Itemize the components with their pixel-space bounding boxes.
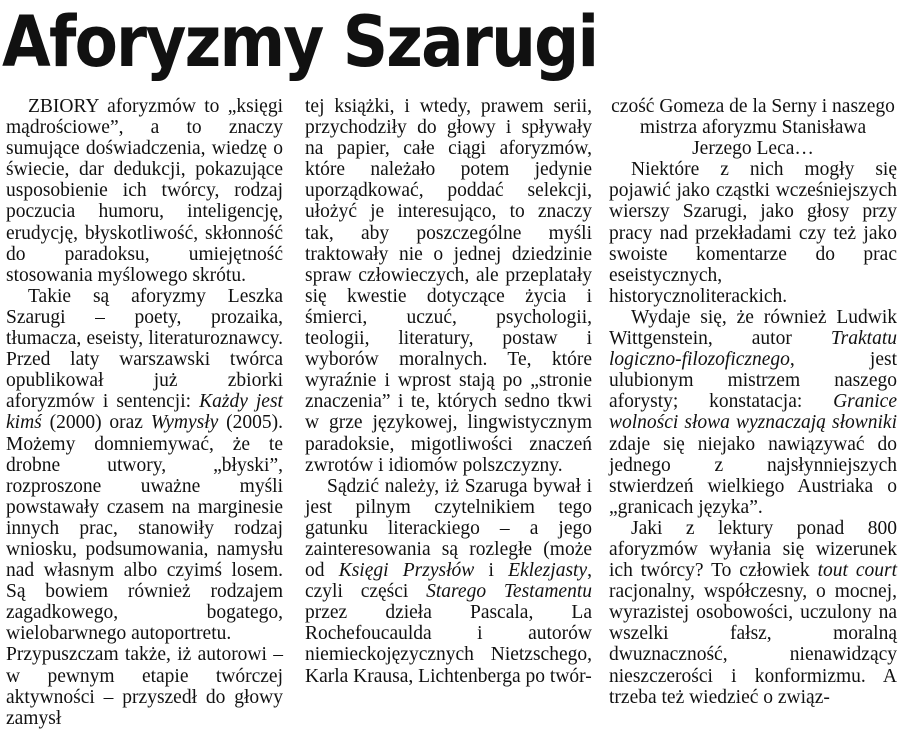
paragraph: Sądzić należy, iż Szaruga bywał i jest pilnym czytelnikiem tego gatunku literackiego – a jego zainteresowania są rozległe (może od Księgi Przysłów i Eklezjasty, czyli części Starego Testamentu przez dzieła Pascala, La Rochefoucaulda i autorów niemieckojęzycznych Nietzschego, Karla Krausa, Lichtenberga po twór- xyxy=(305,475,593,687)
article-column-2 xyxy=(305,96,593,687)
paragraph: Przypuszczam także, iż autorowi – w pewnym etapie twórczej aktywności – przyszedł do głowy zamysł xyxy=(6,644,283,729)
book-title: Każdy jest kimś xyxy=(6,391,283,434)
paragraph: Niektóre z nich mogły się pojawić jako cząstki wcześniejszych wierszy Szarugi, jako głosy przy pracy nad przekładami czy też jako swoiste komentarze do prac eseistycznych, historycznoliterackich. xyxy=(609,159,897,307)
paragraph: Takie są aforyzmy Leszka Szarugi – poety, prozaika, tłumacza, eseisty, literaturoznawcy. Przed laty warszawski twórca opublikował już zbiorki aforyzmów i sentencji: Każdy jest kimś (2000) oraz Wymysły (2005). Możemy domniemywać, że te drobne utwory, „błyski”, rozproszone uważne myśli powstawały czasem na marginesie innych prac, stanowiły rodzaj wniosku, podsumowania, namysłu nad własnym albo czyimś losem. Są bowiem również rodzajem zagadkowego, bogatego, wielobarwnego autoportretu. xyxy=(6,285,283,645)
headline: Aforyzmy Szarugi xyxy=(2,1,598,83)
quote: Granice wolności słowa wyznaczają słowniki xyxy=(609,391,897,434)
book-title: Starego Testamentu xyxy=(426,581,593,603)
book-title: Księgi Przysłów xyxy=(338,560,475,582)
book-title: Traktatu logiczno-filozoficznego xyxy=(609,328,897,371)
paragraph: czość Gomeza de la Serny i naszego mistrza aforyzmu Stanisława Jerzego Leca… xyxy=(611,96,895,160)
phrase: tout court xyxy=(817,560,897,582)
paragraph: Wydaje się, że również Ludwik Wittgenstein, autor Traktatu logiczno-filozoficznego, jest ulubionym mistrzem naszego aforysty; konstatacja: Granice wolności słowa wyznaczają słowniki zdaje się niejako nawiązywać do jednego z najsłynniejszych stwierdzeń wielkiego Austriaka o „granicach języka”. xyxy=(609,306,897,518)
book-title: Eklezjasty xyxy=(508,560,588,582)
book-title: Wymysły xyxy=(150,412,219,434)
paragraph: Jaki z lektury ponad 800 aforyzmów wyłania się wizerunek ich twórcy? To człowiek tout court racjonalny, współczesny, o mocnej, wyrazistej osobowości, uczulony na wszelki fałsz, moralną dwuznaczność, nienawidzący nieszczerości i konformizmu. A trzeba też wiedzieć o związ- xyxy=(609,517,897,708)
article-column-3 xyxy=(609,96,897,708)
article-column-1 xyxy=(6,96,283,729)
paragraph: ZBIORY aforyzmów to „księgi mądrościowe”, a to znaczy sumujące doświadczenia, wiedzę o świecie, dar dedukcji, pokazujące usposobienie ich twórcy, rodzaj poczucia humoru, inteligencję, erudycję, błyskotliwość, skłonność do paradoksu, umiejętność stosowania myślowego skrótu. xyxy=(6,96,283,286)
paragraph: tej książki, i wtedy, prawem serii, przychodziły do głowy i spływały na papier, całe ciągi aforyzmów, które należało potem jedynie uporządkować, poddać selekcji, ułożyć je interesująco, to znaczy tak, aby poszczególne myśli traktowały nie o jednej dziedzinie spraw człowieczych, ale przeplatały się kwestie dotyczące życia i śmierci, uczuć, psychologii, teologii, literatury, postaw i wyborów moralnych. Te, które wyraźnie i wprost stają po „stronie znaczenia” i te, których sedno tkwi w grze językowej, lingwistycznym paradoksie, migotliwości znaczeń zwrotów i idiomów polszczyzny. xyxy=(305,96,592,476)
